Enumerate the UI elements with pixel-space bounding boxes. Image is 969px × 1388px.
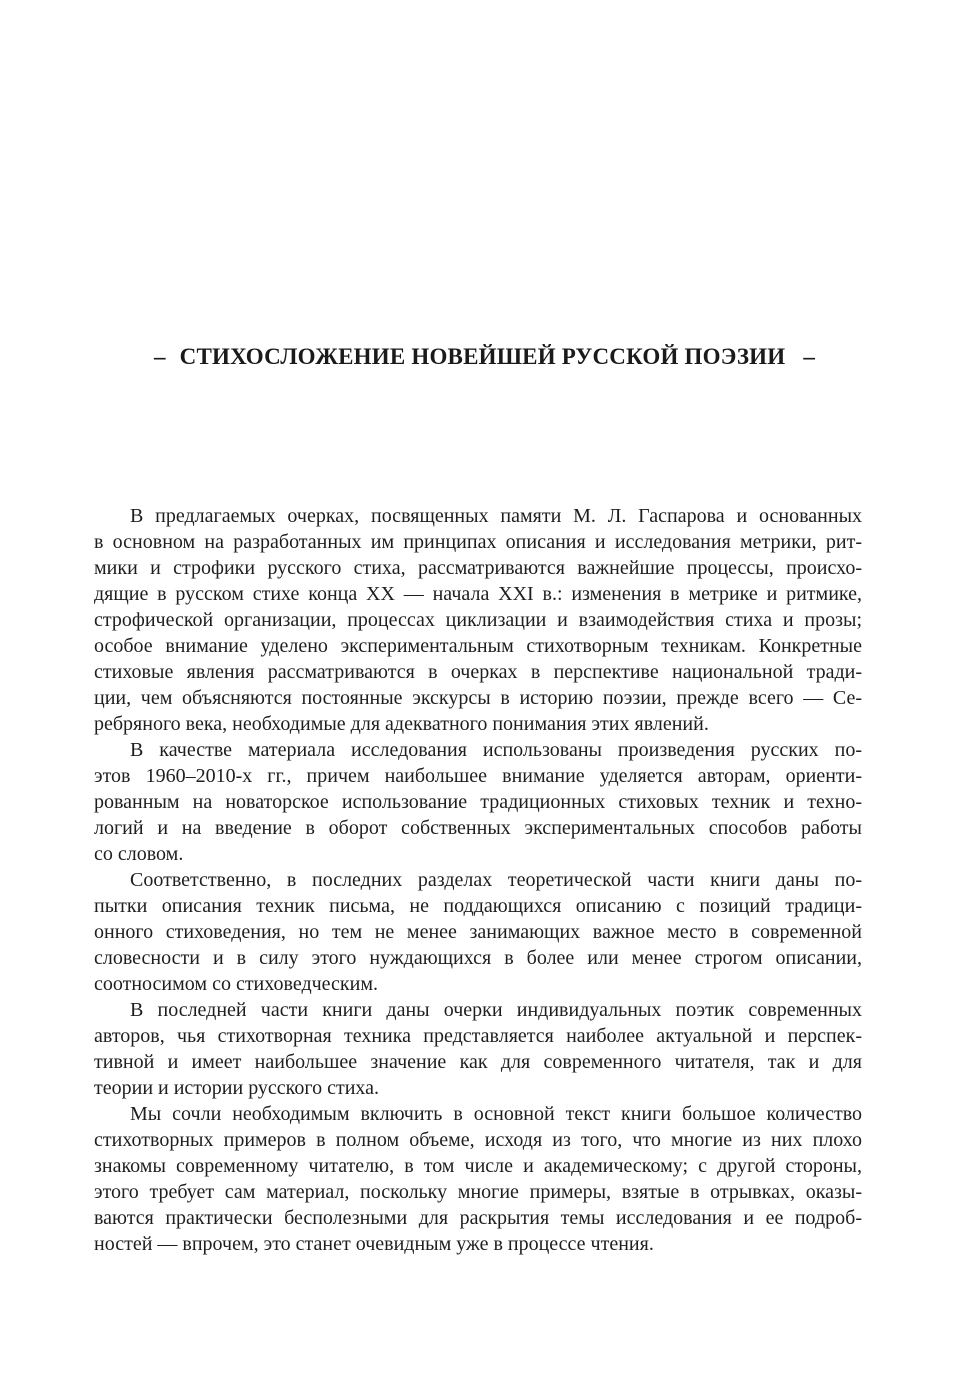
text-line: теории и истории русского стиха. xyxy=(94,1077,380,1099)
paragraph-1 xyxy=(94,503,862,737)
text-line: знакомы современному читателю, в том числе и академическому; с другой стороны, xyxy=(94,1155,862,1177)
text-line: особое внимание уделено экспериментальным стихотворным техникам. Конкретные xyxy=(94,635,862,657)
text-line: ции, чем объясняются постоянные экскурсы в историю поэзии, прежде всего — Се- xyxy=(94,687,862,709)
text-line: этого требует сам материал, поскольку многие примеры, взятые в отрывках, оказы- xyxy=(94,1181,862,1203)
paragraph-4 xyxy=(94,997,862,1101)
text-line: рованным на новаторское использование традиционных стиховых техник и техно- xyxy=(94,791,862,813)
text-line: В последней части книги даны очерки индивидуальных поэтик современных xyxy=(130,999,862,1021)
text-line: стихотворных примеров в полном объеме, исходя из того, что многие из них плохо xyxy=(94,1129,862,1151)
text-line: ребряного века, необходимые для адекватного понимания этих явлений. xyxy=(94,713,709,735)
text-line: Мы сочли необходимым включить в основной текст книги большое количество xyxy=(130,1103,862,1125)
text-line: стиховые явления рассматриваются в очерках в перспективе национальной тради- xyxy=(94,661,862,683)
body-text xyxy=(94,503,862,1257)
text-line: строфической организации, процессах циклизации и взаимодействия стиха и прозы; xyxy=(94,609,862,631)
paragraph-2 xyxy=(94,737,862,867)
text-line: мики и строфики русского стиха, рассматриваются важнейшие процессы, происхо- xyxy=(94,557,862,579)
heading-dash-left: – xyxy=(153,344,166,369)
text-line: ностей — впрочем, это станет очевидным уже в процессе чтения. xyxy=(94,1233,654,1255)
paragraph-3 xyxy=(94,867,862,997)
text-line: этов 1960–2010-х гг., причем наибольшее внимание уделяется авторам, ориенти- xyxy=(94,765,862,787)
text-line: онного стиховедения, но тем не менее занимающих важное место в современной xyxy=(94,921,862,943)
text-line: Соответственно, в последних разделах теоретической части книги даны по- xyxy=(130,869,862,891)
text-line: пытки описания техник письма, не поддающихся описанию с позиций традици- xyxy=(94,895,862,917)
heading-dash-right: – xyxy=(803,344,816,369)
text-line: дящие в русском стихе конца XX — начала XXI в.: изменения в метрике и ритмике, xyxy=(94,583,862,605)
text-line: ваются практически бесполезными для раскрытия темы исследования и ее подроб- xyxy=(94,1207,862,1229)
text-line: В качестве материала исследования использованы произведения русских по- xyxy=(130,739,862,761)
text-line: авторов, чья стихотворная техника представляется наиболее актуальной и перспек- xyxy=(94,1025,862,1047)
text-line: со словом. xyxy=(94,843,184,865)
chapter-heading xyxy=(0,344,969,370)
text-line: соотносимом со стиховедческим. xyxy=(94,973,379,995)
text-line: тивной и имеет наибольшее значение как для современного читателя, так и для xyxy=(94,1051,862,1073)
text-line: логий и на введение в оборот собственных экспериментальных способов работы xyxy=(94,817,862,839)
text-line: в основном на разработанных им принципах описания и исследования метрики, рит- xyxy=(94,531,862,553)
heading-text: СТИХОСЛОЖЕНИЕ НОВЕЙШЕЙ РУССКОЙ ПОЭЗИИ xyxy=(179,344,786,369)
text-line: В предлагаемых очерках, посвященных памяти М. Л. Гаспарова и основанных xyxy=(130,505,862,527)
text-line: словесности и в силу этого нуждающихся в более или менее строгом описании, xyxy=(94,947,862,969)
paragraph-5 xyxy=(94,1101,862,1257)
